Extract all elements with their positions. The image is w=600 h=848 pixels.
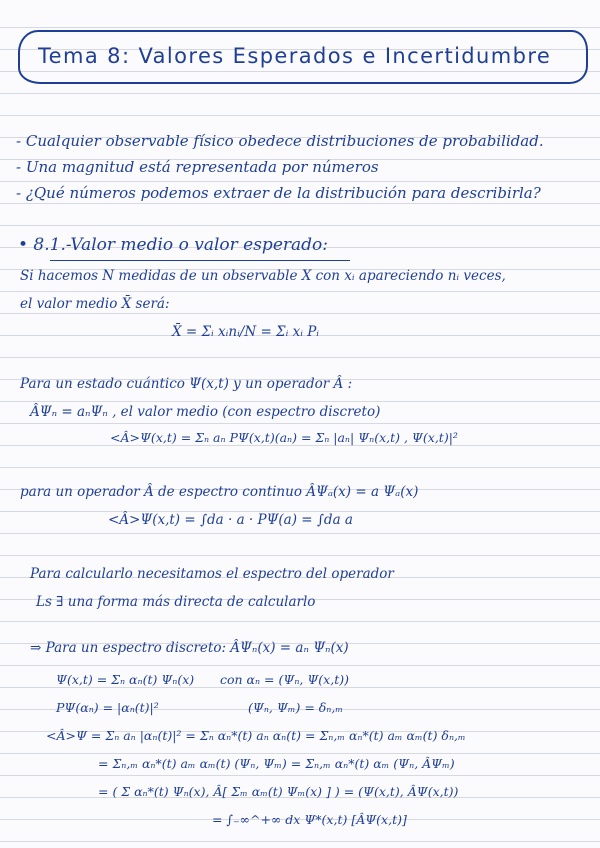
discrete-orthonormality: (Ψₙ, Ψₘ) = δₙ,ₘ bbox=[248, 700, 344, 715]
section-text-line-2: el valor medio X̄ será: bbox=[20, 296, 170, 312]
intro-bullet-3: - ¿Qué números podemos extraer de la distribución para describirla? bbox=[16, 184, 541, 202]
discrete-wavefunction: Ψ(x,t) = Σₙ αₙ(t) Ψₙ(x) bbox=[56, 672, 195, 687]
quantum-line-1: Para un estado cuántico Ψ(x,t) y un operador Â : bbox=[20, 376, 353, 392]
section-text-line-1: Si hacemos N medidas de un observable X con xᵢ apareciendo nᵢ veces, bbox=[20, 268, 506, 284]
continuous-line-1: para un operador Â de espectro continuo ÂΨₐ(x) = a Ψₐ(x) bbox=[20, 484, 419, 500]
derivation-line-1: <Â>Ψ = Σₙ aₙ |αₙ(t)|² = Σₙ αₙ*(t) aₙ αₙ(t) = Σₙ,ₘ αₙ*(t) aₘ αₘ(t) δₙ,ₘ bbox=[46, 728, 466, 743]
quantum-line-2: ÂΨₙ = aₙΨₙ , el valor medio (con espectro discreto) bbox=[30, 404, 381, 420]
derivation-line-4: = ∫₋∞^+∞ dx Ψ*(x,t) [ÂΨ(x,t)] bbox=[212, 812, 407, 827]
section-heading: • 8.1.-Valor medio o valor esperado: bbox=[18, 235, 328, 255]
discrete-line-1: ⇒ Para un espectro discreto: ÂΨₙ(x) = aₙ Ψₙ(x) bbox=[30, 640, 349, 656]
mean-formula: X̄ = Σᵢ xᵢnᵢ/N = Σᵢ xᵢ Pᵢ bbox=[172, 324, 320, 340]
intro-bullet-1: - Cualquier observable físico obedece distribuciones de probabilidad. bbox=[16, 132, 544, 150]
calc-line-2: Ls ∃ una forma más directa de calcularlo bbox=[36, 594, 316, 610]
discrete-coefficient: con αₙ = (Ψₙ, Ψ(x,t)) bbox=[220, 672, 349, 687]
page-title: Tema 8: Valores Esperados e Incertidumbre bbox=[38, 44, 552, 68]
expectation-formula-discrete: <Â>Ψ(x,t) = Σₙ aₙ PΨ(x,t)(aₙ) = Σₙ |aₙ| Ψₙ(x,t) , Ψ(x,t)|² bbox=[110, 430, 458, 445]
discrete-probability: PΨ(αₙ) = |αₙ(t)|² bbox=[56, 700, 159, 715]
derivation-line-2: = Σₙ,ₘ αₙ*(t) aₘ αₘ(t) (Ψₙ, Ψₘ) = Σₙ,ₘ αₙ*(t) αₘ (Ψₙ, ÂΨₘ) bbox=[98, 756, 455, 771]
intro-bullet-2: - Una magnitud está representada por números bbox=[16, 158, 379, 176]
continuous-formula: <Â>Ψ(x,t) = ∫da · a · PΨ(a) = ∫da a bbox=[108, 512, 353, 528]
section-heading-underline bbox=[50, 260, 350, 261]
calc-line-1: Para calcularlo necesitamos el espectro del operador bbox=[30, 566, 394, 582]
derivation-line-3: = ( Σ αₙ*(t) Ψₙ(x), Â[ Σₘ αₘ(t) Ψₘ(x) ] ) = (Ψ(x,t), ÂΨ(x,t)) bbox=[98, 784, 459, 799]
